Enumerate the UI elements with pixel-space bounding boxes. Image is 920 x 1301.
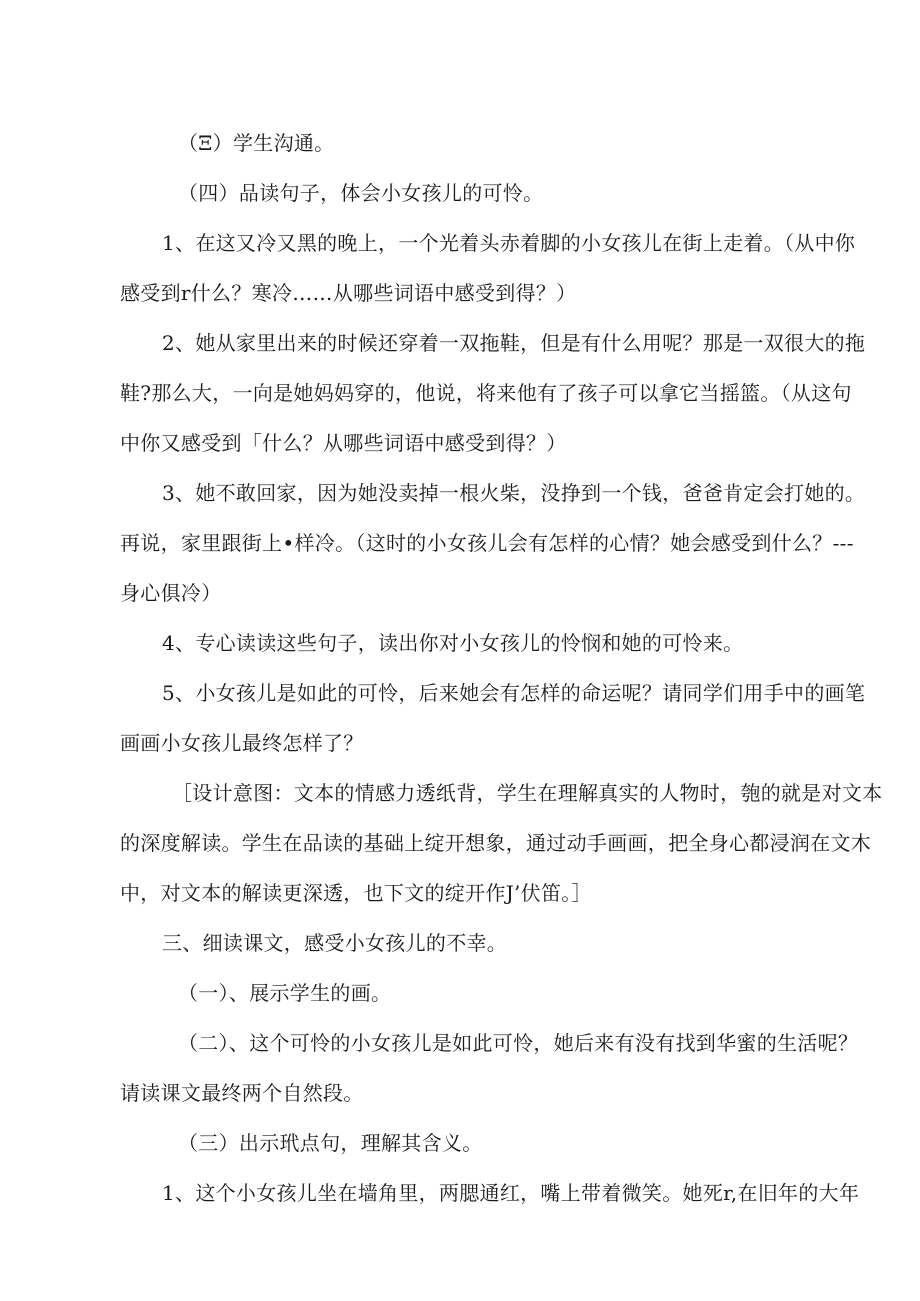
paragraph-line: 4、专心读读这些句子，读出你对小女孩儿的怜悯和她的可怜来。: [162, 631, 744, 655]
paragraph-line: 1、在这又冷又黑的晚上，一个光着头赤着脚的小女孩儿在街上走着。（从中你: [162, 231, 856, 255]
paragraph-line: （二）、这个可怜的小女孩儿是如此可怜，她后来有没有找到华蜜的生活呢？: [178, 1031, 859, 1055]
paragraph-line: 鞋?那么大，一向是她妈妈穿的，他说，将来他有了孩子可以拿它当摇篮。（从这句: [120, 381, 852, 405]
design-note-line: 的深度解读。学生在品读的基础上绽开想象，通过动手画画，把全身心都浸润在文木: [120, 831, 872, 855]
paragraph-line: 5、小女孩儿是如此的可怜，后来她会有怎样的命运呢？请同学们用手中的画笔: [162, 681, 866, 705]
paragraph-line: 再说，家里跟街上•样冷。（这时的小女孩儿会有怎样的心情？她会感受到什么？---: [120, 531, 854, 555]
design-note-line: ［设计意图：文本的情感力透纸背，学生在理解真实的人物时，匏的就是对文本: [172, 781, 883, 805]
section-heading: 三、细读课文，感受小女孩儿的不幸。: [162, 931, 508, 955]
paragraph-line: 2、她从家里出来的时候还穿着一双拖鞋，但是有什么用呢？那是一双很大的拖: [162, 331, 866, 355]
section-heading: （四）品读句子，体会小女孩儿的可怜。: [178, 181, 544, 205]
section-heading: （三）出示玳点句，理解其含义。: [178, 1131, 483, 1155]
paragraph-line: 画画小女孩儿最终怎样了？: [120, 731, 364, 755]
paragraph-line: 身心俱冷）: [120, 581, 222, 605]
paragraph-line: 中你又感受到「什么？从哪些词语中感受到得？）: [120, 431, 567, 455]
paragraph-line: 请读课文最终两个自然段。: [120, 1081, 364, 1105]
paragraph-line: 1、这个小女孩儿坐在墙角里，两腮通红，嘴上带着微笑。她死r,在旧年的大年: [162, 1181, 860, 1205]
paragraph-line: 3、她不敢回家，因为她没卖掉一根火柴，没挣到一个钱，爸爸肯定会打她的。: [162, 481, 866, 505]
paragraph-line: 感受到r什么？寒冷……从哪些词语中感受到得？）: [120, 281, 577, 305]
section-heading: （一）、展示学生的画。: [178, 981, 392, 1005]
section-heading: （Ξ）学生沟通。: [178, 131, 335, 155]
design-note-line: 中，对文本的解读更深透，也下文的绽开作J’伏笛。］: [120, 881, 592, 905]
